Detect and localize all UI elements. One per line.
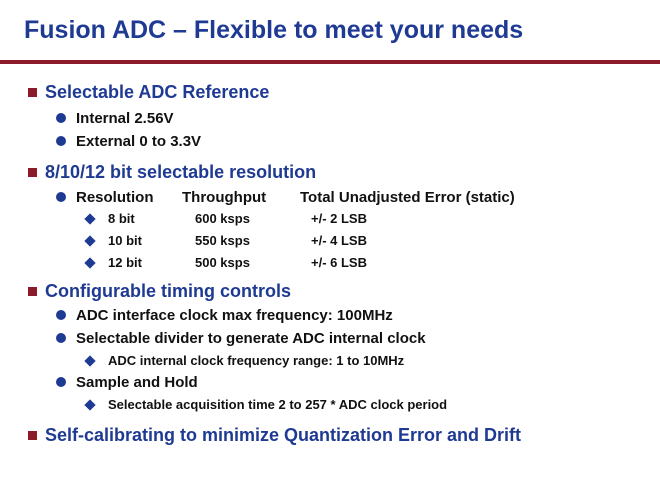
bullet-selectable-adc-reference	[28, 82, 269, 103]
table-row: 10 bit	[84, 233, 142, 248]
diamond-bullet-icon	[84, 257, 95, 268]
bullet-selectable-divider: Selectable divider to generate ADC internal clock	[56, 330, 426, 347]
bullet-sample-and-hold: Sample and Hold	[56, 374, 198, 391]
round-bullet-icon	[56, 192, 66, 202]
bullet-interface-clock: ADC interface clock max frequency: 100MHz	[56, 307, 393, 324]
round-bullet-icon	[56, 310, 66, 320]
square-bullet-icon	[28, 88, 37, 97]
table-cell: +/- 2 LSB	[311, 211, 367, 226]
table-cell: +/- 6 LSB	[311, 255, 367, 270]
section-heading: 8/10/12 bit selectable resolution	[45, 162, 317, 182]
table-cell: 550 ksps	[195, 233, 250, 248]
table-row: 12 bit	[84, 255, 142, 270]
resolution-table-header	[56, 189, 76, 206]
round-bullet-icon	[56, 333, 66, 343]
square-bullet-icon	[28, 431, 37, 440]
header-total-unadjusted-error: Total Unadjusted Error (static)	[300, 189, 515, 206]
table-cell: 500 ksps	[195, 255, 250, 270]
bullet-external-reference: External 0 to 3.3V	[56, 133, 201, 150]
round-bullet-icon	[56, 113, 66, 123]
section-heading: Self-calibrating to minimize Quantization Error and Drift	[45, 425, 522, 445]
diamond-bullet-icon	[84, 355, 95, 366]
round-bullet-icon	[56, 377, 66, 387]
bullet-acquisition-time: Selectable acquisition time 2 to 257 * ADC clock period	[84, 397, 447, 412]
header-throughput: Throughput	[182, 189, 267, 206]
slide-title: Fusion ADC – Flexible to meet your needs	[24, 16, 524, 44]
table-cell: +/- 4 LSB	[311, 233, 367, 248]
square-bullet-icon	[28, 168, 37, 177]
square-bullet-icon	[28, 287, 37, 296]
title-divider	[0, 60, 660, 64]
bullet-internal-reference: Internal 2.56V	[56, 110, 174, 127]
bullet-internal-clock-range: ADC internal clock frequency range: 1 to 10MHz	[84, 353, 404, 368]
diamond-bullet-icon	[84, 235, 95, 246]
diamond-bullet-icon	[84, 399, 95, 410]
bullet-selectable-resolution	[28, 162, 316, 183]
section-heading: Configurable timing controls	[45, 281, 291, 301]
section-heading: Selectable ADC Reference	[45, 82, 270, 102]
header-resolution: Resolution	[76, 189, 154, 206]
bullet-self-calibrating	[28, 425, 521, 446]
round-bullet-icon	[56, 136, 66, 146]
table-row: 8 bit	[84, 211, 135, 226]
table-cell: 600 ksps	[195, 211, 250, 226]
diamond-bullet-icon	[84, 213, 95, 224]
bullet-configurable-timing	[28, 281, 291, 302]
